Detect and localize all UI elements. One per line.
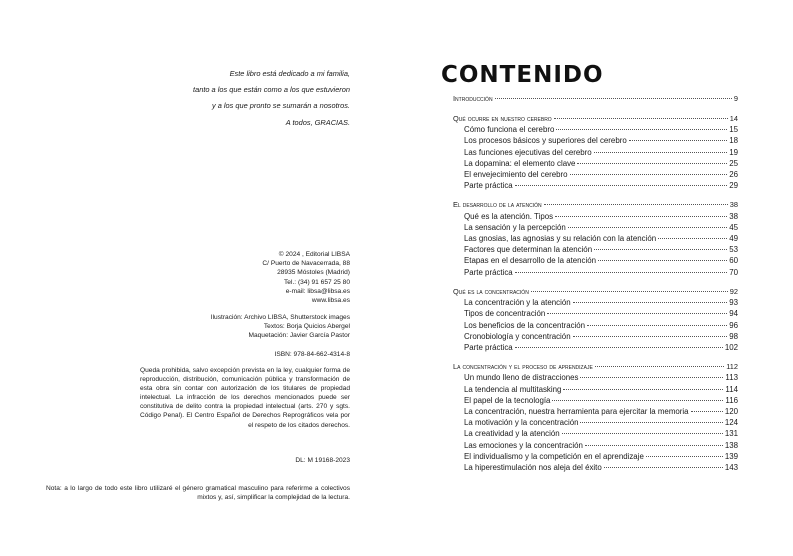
toc-label: Las emociones y la concentración (464, 440, 583, 450)
left-page (0, 0, 396, 556)
isbn: ISBN: 978-84-662-4314-8 (274, 351, 350, 358)
illustration-credit: Ilustración: Archivo LIBSA, Shutterstock images (210, 314, 350, 321)
toc-label: Qué ocurre en nuestro cerebro (453, 113, 552, 123)
toc-item[interactable] (453, 180, 738, 191)
toc-page: 120 (724, 407, 738, 417)
toc-page: 53 (729, 245, 738, 255)
toc-label: Factores que determinan la atención (464, 245, 593, 255)
toc-chapter[interactable] (453, 286, 738, 297)
leader-dots (547, 313, 727, 314)
leader-dots (580, 422, 722, 423)
toc-item[interactable] (453, 372, 738, 383)
toc-label: La concentración y el proceso de aprendizaje (453, 362, 593, 372)
toc-label: El papel de la tecnología (464, 395, 551, 405)
toc-item[interactable] (453, 244, 738, 255)
leader-dots (573, 302, 728, 303)
toc-label: Parte práctica (464, 267, 513, 277)
toc-page: 49 (729, 234, 738, 244)
toc-label: Tipos de concentración (464, 309, 546, 319)
toc-label: Qué es la atención. Tipos (464, 211, 554, 221)
toc-label: La hiperestimulación nos aleja del éxito (464, 462, 602, 472)
toc-label: Las gnosias, las agnosias y su relación con la atención (464, 234, 657, 244)
toc-page: 38 (729, 211, 738, 221)
toc-item[interactable] (453, 158, 738, 169)
toc-item[interactable] (453, 267, 738, 278)
toc-item[interactable] (453, 211, 738, 222)
toc-item[interactable] (453, 440, 738, 451)
legal-notice: Queda prohibida, salvo excepción prevista en la ley, cualquier forma de reproducción, distribución, comunicación pública y transformación de esta obra sin contar con autorización de los titulares de propiedad intelectual. La infracción de los derechos mencionados puede ser constitutiva de delito contra la propiedad intelectual (arts. 270 y sgts. Código Penal). El Centro Español de Derechos Reprográficos vela por el respeto de los citados derechos. (140, 367, 350, 429)
leader-dots (594, 249, 727, 250)
toc-item[interactable] (453, 233, 738, 244)
toc-label: El envejecimiento del cerebro (464, 169, 568, 179)
layout-credit: Maquetación: Javier García Pastor (248, 332, 350, 340)
toc-page: 98 (729, 331, 738, 341)
toc-page: 19 (729, 147, 738, 157)
leader-dots (555, 216, 727, 217)
toc-item[interactable] (453, 395, 738, 406)
leader-dots (594, 152, 728, 153)
toc-label: Parte práctica (464, 181, 513, 191)
toc-item[interactable] (453, 308, 738, 319)
toc-item[interactable] (453, 135, 738, 146)
dedication (193, 66, 350, 131)
leader-dots (563, 389, 723, 390)
toc-label: La concentración y la atención (464, 298, 571, 308)
publisher-imprint (262, 250, 350, 305)
toc-label: La tendencia al multitasking (464, 384, 562, 394)
toc-page: 93 (729, 298, 738, 308)
address-line: C/ Puerto de Navacerrada, 88 (262, 260, 350, 268)
toc-label: Los procesos básicos y superiores del cerebro (464, 136, 627, 146)
toc-item[interactable] (453, 255, 738, 266)
toc-label: Cómo funciona el cerebro (464, 125, 555, 135)
toc-chapter[interactable] (453, 199, 738, 210)
toc-item[interactable] (453, 297, 738, 308)
table-of-contents (453, 93, 738, 473)
toc-page: 60 (729, 256, 738, 266)
toc-label: Etapas en el desarrollo de la atención (464, 256, 597, 266)
toc-label: Introducción (453, 94, 493, 103)
leader-dots (691, 411, 723, 412)
toc-label: La motivación y la concentración (464, 418, 579, 428)
leader-dots (515, 272, 728, 273)
email-line: e-mail: libsa@libsa.es (285, 287, 350, 295)
toc-item[interactable] (453, 417, 738, 428)
toc-item[interactable] (453, 320, 738, 331)
toc-page: 92 (729, 286, 738, 296)
leader-dots (554, 118, 728, 119)
leader-dots (570, 174, 728, 175)
dedication-line: tanto a los que están como a los que estuvieron (193, 85, 350, 95)
toc-page: 124 (724, 418, 738, 428)
gender-note: Nota: a lo largo de todo este libro utilizaré el género gramatical masculino para referirme a colectivos mixtos y, así, simplificar la complejidad de la lectura. (46, 485, 350, 502)
toc-label: Un mundo lleno de distracciones (464, 373, 579, 383)
text-credit: Textos: Borja Quicios Abergel (263, 323, 350, 331)
toc-label: El individualismo y la competición en el aprendizaje (464, 451, 644, 461)
website-line: www.libsa.es (311, 297, 350, 305)
toc-page: 38 (729, 200, 738, 210)
spacer (453, 104, 738, 113)
toc-label: Parte práctica (464, 342, 513, 352)
leader-dots (585, 445, 723, 446)
toc-item[interactable] (453, 428, 738, 439)
toc-page: 15 (729, 125, 738, 135)
toc-item[interactable] (453, 124, 738, 135)
toc-page: 102 (724, 342, 738, 352)
leader-dots (552, 400, 723, 401)
leader-dots (577, 163, 727, 164)
credits (211, 313, 350, 341)
toc-page: 113 (725, 373, 738, 383)
toc-page: 138 (724, 440, 738, 450)
toc-label: El desarrollo de la atención (453, 200, 542, 210)
leader-dots (646, 456, 723, 457)
leader-dots (629, 140, 728, 141)
leader-dots (544, 204, 728, 205)
toc-label: Qué es la concentración (453, 286, 529, 296)
toc-page: 116 (725, 395, 738, 405)
toc-label: La sensación y la percepción (464, 222, 566, 232)
toc-item[interactable] (453, 169, 738, 180)
toc-page: 139 (724, 451, 738, 461)
toc-item[interactable] (453, 342, 738, 353)
legal-deposit: DL: M 19168-2023 (295, 457, 350, 464)
toc-page: 94 (729, 309, 738, 319)
toc-page: 70 (729, 267, 738, 277)
toc-page: 45 (729, 222, 738, 232)
toc-page: 143 (724, 462, 738, 472)
toc-page: 9 (733, 94, 738, 103)
leader-dots (515, 347, 723, 348)
leader-dots (587, 325, 727, 326)
toc-page: 96 (729, 320, 738, 330)
toc-page: 29 (729, 181, 738, 191)
toc-chapter[interactable] (453, 113, 738, 124)
leader-dots (604, 467, 723, 468)
toc-item[interactable] (453, 462, 738, 473)
leader-dots (595, 366, 724, 367)
contents-title: CONTENIDO (441, 62, 604, 88)
leader-dots (658, 238, 727, 239)
toc-item[interactable] (453, 147, 738, 158)
toc-item[interactable] (453, 384, 738, 395)
phone-line: Tel.: (34) 91 657 25 80 (284, 278, 350, 286)
toc-intro[interactable] (453, 93, 738, 104)
toc-page: 112 (726, 362, 738, 372)
toc-label: La dopamina: el elemento clave (464, 158, 576, 168)
toc-item[interactable] (453, 451, 738, 462)
toc-page: 18 (729, 136, 738, 146)
city-line: 28935 Móstoles (Madrid) (277, 269, 350, 277)
toc-page: 14 (729, 113, 738, 123)
leader-dots (531, 291, 728, 292)
toc-label: Los beneficios de la concentración (464, 320, 586, 330)
spacer (453, 278, 738, 286)
toc-label: La concentración, nuestra herramienta para ejercitar la memoria (464, 407, 689, 417)
spacer (453, 191, 738, 199)
leader-dots (573, 336, 728, 337)
toc-page: 26 (729, 169, 738, 179)
copyright-line: © 2024 , Editorial LIBSA (278, 251, 350, 258)
leader-dots (580, 377, 723, 378)
toc-label: Las funciones ejecutivas del cerebro (464, 147, 592, 157)
toc-item[interactable] (453, 331, 738, 342)
toc-label: Cronobiología y concentración (464, 331, 571, 341)
leader-dots (556, 129, 727, 130)
right-page (396, 0, 793, 556)
toc-page: 131 (724, 429, 738, 439)
dedication-line: A todos, GRACIAS. (285, 117, 350, 127)
toc-page: 114 (725, 384, 738, 394)
dedication-line: Este libro está dedicado a mi familia, (229, 69, 350, 78)
leader-dots (568, 227, 727, 228)
toc-chapter[interactable] (453, 361, 738, 372)
leader-dots (562, 433, 723, 434)
toc-label: La creatividad y la atención (464, 429, 560, 439)
toc-page: 25 (729, 158, 738, 168)
leader-dots (515, 185, 728, 186)
dedication-line: y a los que pronto se sumarán a nosotros. (211, 101, 350, 111)
leader-dots (598, 260, 727, 261)
leader-dots (495, 98, 732, 99)
toc-item[interactable] (453, 222, 738, 233)
spacer (453, 353, 738, 361)
toc-item[interactable] (453, 406, 738, 417)
